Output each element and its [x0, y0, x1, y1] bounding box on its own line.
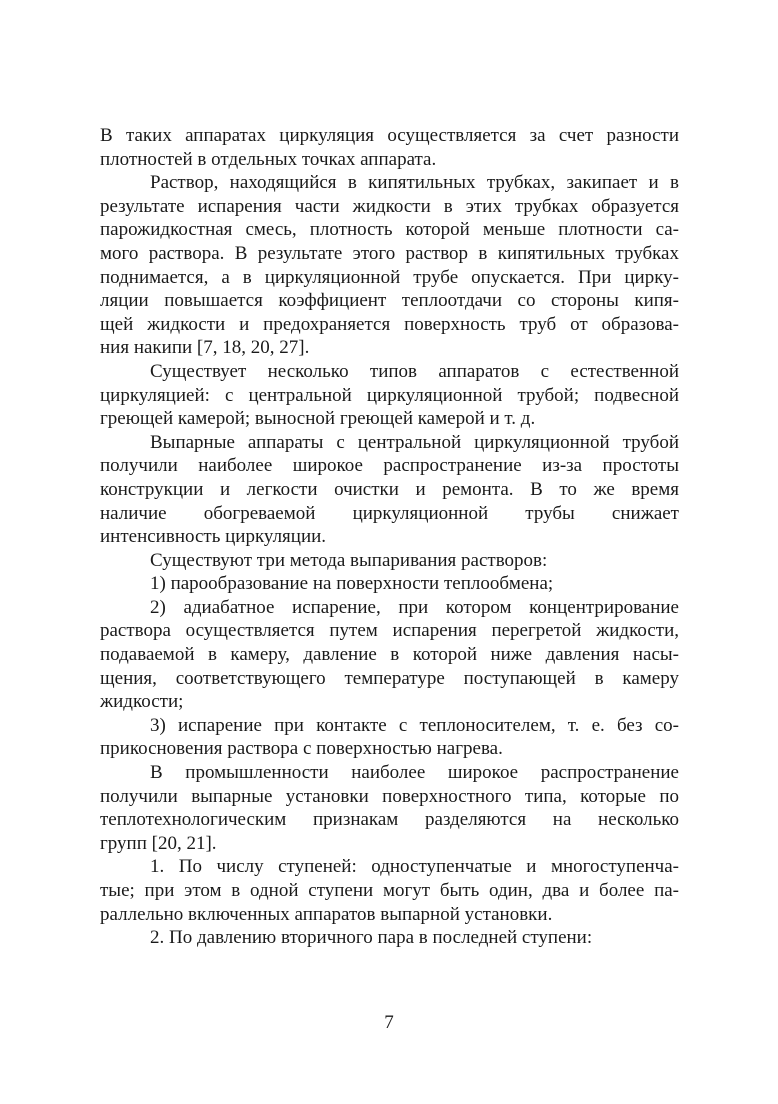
text-line: поднимается, а в циркуляционной трубе опускается. При цирку- [100, 266, 679, 288]
paragraph-apparatus-types [100, 360, 679, 431]
text-line: получили наиболее широкое распространение из-за простоты [100, 455, 679, 477]
text-line: интенсивность циркуляции. [100, 526, 327, 548]
text-line: Раствор, находящийся в кипятильных трубках, закипает и в [150, 172, 679, 194]
text-line: щей жидкости и предохраняется поверхность труб от образова- [100, 313, 679, 335]
text-line: 2) адиабатное испарение, при котором концентрирование [150, 596, 679, 618]
paragraph-central-tube [100, 431, 679, 549]
list-item-method-2 [100, 596, 679, 714]
text-line: ляции повышается коэффициент теплоотдачи со стороны кипя- [100, 290, 679, 312]
text-line: плотностей в отдельных точках аппарата. [100, 148, 437, 170]
text-line: Выпарные аппараты с центральной циркуляционной трубой [150, 431, 679, 453]
paragraph-boiling-tubes [100, 171, 679, 360]
page-number: 7 [384, 1012, 394, 1033]
text-line: конструкции и легкости очистки и ремонта. В то же время [100, 478, 679, 500]
paragraph-industry [100, 761, 679, 855]
text-line: ния накипи [7, 18, 20, 27]. [100, 337, 310, 359]
list-item-method-3 [100, 714, 679, 761]
text-line: тые; при этом в одной ступени могут быть один, два и более па- [100, 880, 679, 901]
text-line: парожидкостная смесь, плотность которой меньше плотности са- [100, 219, 679, 241]
text-line: результате испарения части жидкости в этих трубках образуется [100, 195, 679, 217]
list-item-method-1 [100, 572, 679, 596]
paragraph-methods-intro [100, 549, 679, 573]
text-line: получили выпарные установки поверхностного типа, которые по [100, 785, 679, 807]
text-line: греющей камерой; выносной греющей камерой и т. д. [100, 408, 536, 430]
text-line: 3) испарение при контакте с теплоносителем, т. е. без со- [150, 714, 679, 736]
text-line: жидкости; [100, 691, 184, 713]
text-line: Существуют три метода выпаривания растворов: [150, 549, 548, 571]
text-line: 2. По давлению вторичного пара в последней ступени: [150, 927, 593, 949]
text-line: щения, соответствующего температуре поступающей в камеру [100, 667, 679, 689]
text-line: теплотехнологическим признакам разделяются на несколько [100, 809, 679, 831]
list-item-stages [100, 855, 679, 926]
text-line: раствора осуществляется путем испарения перегретой жидкости, [100, 620, 679, 642]
text-line: наличие обогреваемой циркуляционной трубы снижает [100, 502, 679, 524]
text-line: подаваемой в камеру, давление в которой ниже давления насы- [100, 644, 679, 666]
text-line: 1) парообразование на поверхности теплообмена; [150, 573, 554, 595]
text-line: прикосновения раствора с поверхностью нагрева. [100, 738, 503, 760]
text-line: В таких аппаратах циркуляция осуществляется за счет разности [100, 125, 679, 146]
paragraph-continuation [100, 124, 679, 171]
text-line: групп [20, 21]. [100, 832, 217, 854]
text-line: раллельно включенных аппаратов выпарной установки. [100, 903, 553, 925]
text-line: 1. По числу ступеней: одноступенчатые и многоступенча- [150, 856, 679, 878]
text-line: Существует несколько типов аппаратов с естественной [150, 360, 679, 382]
text-line: мого раствора. В результате этого раствор в кипятильных трубках [100, 242, 679, 264]
page-body [100, 124, 679, 950]
text-line: циркуляцией: с центральной циркуляционной трубой; подвесной [100, 384, 679, 406]
text-line: В промышленности наиболее широкое распространение [150, 762, 679, 784]
list-item-pressure [100, 926, 679, 950]
